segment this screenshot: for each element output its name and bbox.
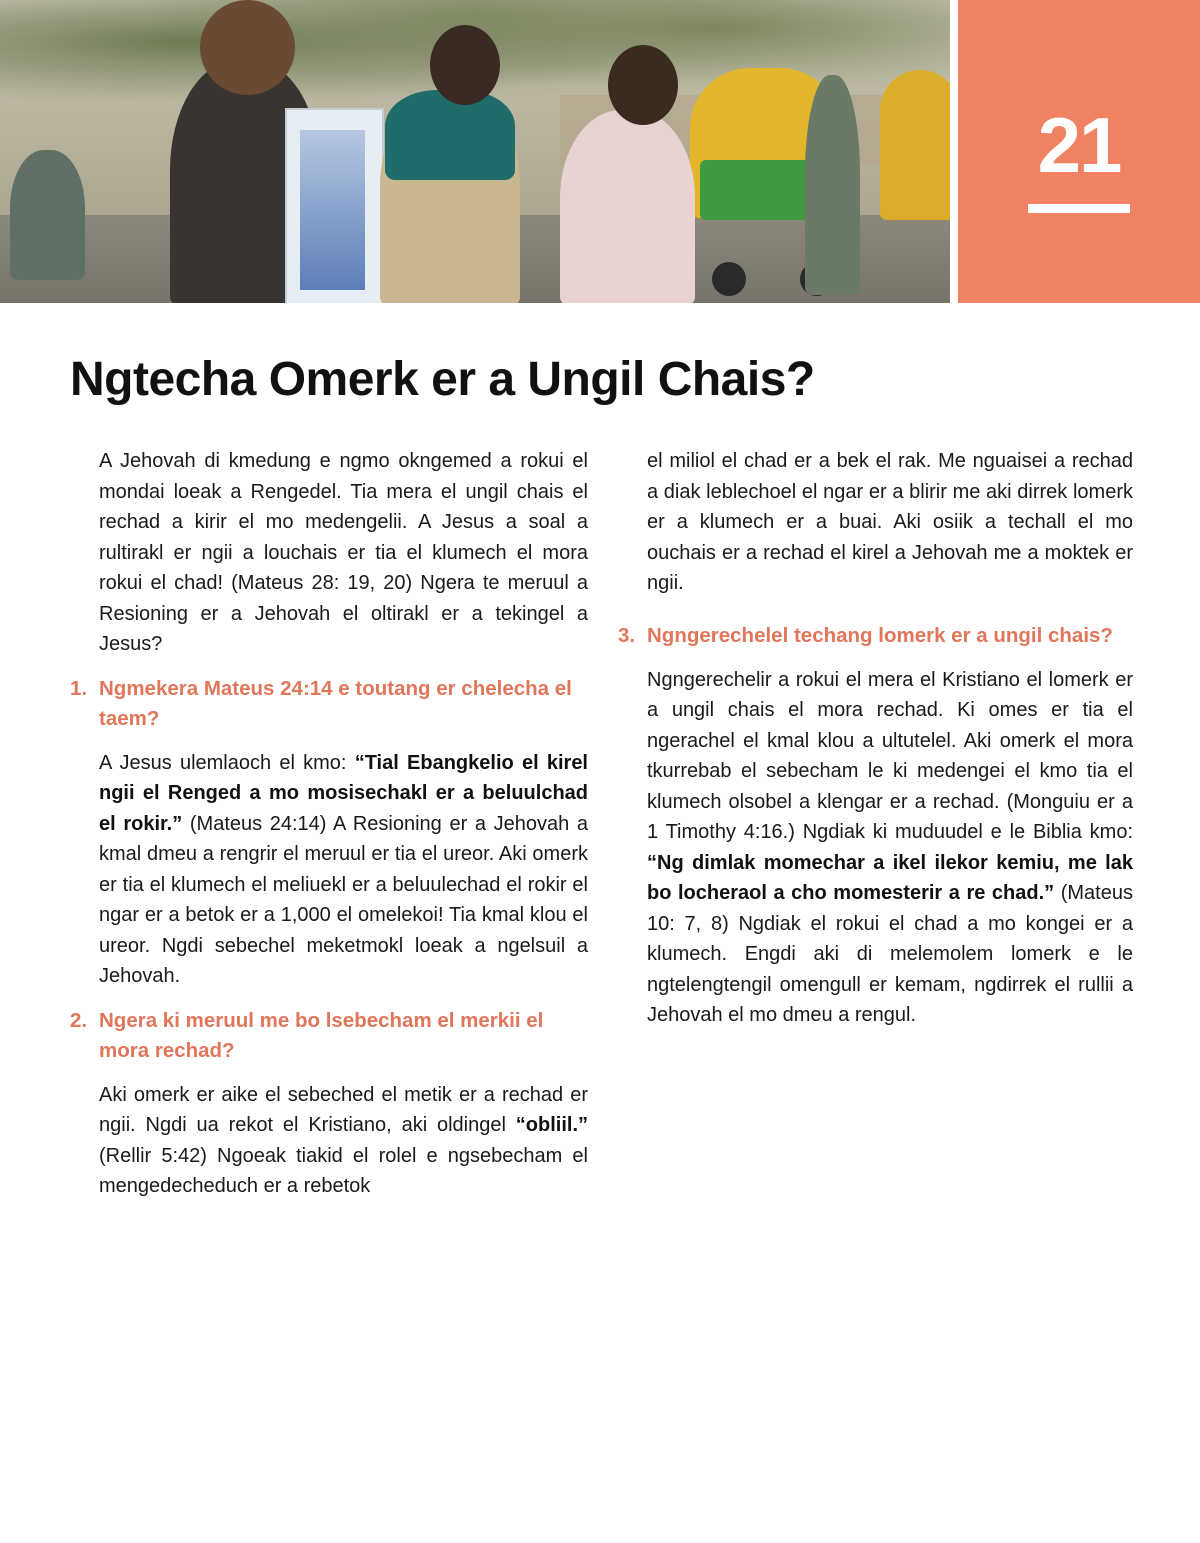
chapter-number: 21 xyxy=(1037,101,1121,189)
photo-wheel xyxy=(712,262,746,296)
text-run: A Jesus ulemlaoch el kmo: xyxy=(99,751,355,774)
answer-1 xyxy=(70,748,588,992)
scripture-quote: “Ng dimlak momechar a ikel ilekor kemiu, me lak bo locheraol a cho momesterir a re chad.” xyxy=(647,851,1133,904)
photo-rickshaw xyxy=(880,70,950,220)
left-column xyxy=(70,446,588,1202)
text-run: (Rellir 5:42) Ngoeak tiakid el rolel e ngsebecham el mengedecheduch er a rebetok xyxy=(99,1144,588,1197)
chapter-tab xyxy=(958,0,1200,303)
text-run: el miliol el chad er a bek el rak. Me nguaisei a rechad a diak leblechoel el ngar er a blirir me aki dirrek lomerk er a klumech er a buai. Aki osiik a techall el mo ouchais er a rechad el kirel a Jehovah me a moktek er ngii. xyxy=(647,450,1133,594)
text-run: Ngngerechelir a rokui el mera el Kristiano el lomerk er a ungil chais el mora rechad. Ki omes er tia el ngerachel el kmal klou a ultutelel. Aki omerk el mora tkurrebab el sebecham le ki medengei el kmo tia el klumech olsobel a klengar er a rechad. (Monguiu er a 1 Timothy 4:16.) Ngdiak ki muduudel e le Biblia kmo: xyxy=(647,668,1133,843)
photo-cart-poster xyxy=(300,130,365,290)
photo-head xyxy=(608,45,678,125)
scripture-quote: “Tial Ebangkelio el kirel ngii el Renged a mo mosisechakl er a beluulchad el rokir.” xyxy=(99,751,588,835)
header-photo xyxy=(0,0,950,303)
question-3: 3. Ngngerechelel techang lomerk er a ungil chais? xyxy=(618,623,1113,647)
text-run: (Mateus 24:14) A Resioning er a Jehovah a kmal dmeu a rengrir el meruul er tia el ureor. Aki omerk er tia el klumech el meliuekl er a beluulechad el rokir el ngar er a betok er a 1,000 el omelekoi! Tia kmal klou el ureor. Ngdi sebechel meketmokl loeak a ngelsuil a Jehovah. xyxy=(99,812,588,987)
scripture-quote: “obliil.” xyxy=(515,1114,588,1136)
answer-3 xyxy=(618,665,1133,1031)
text-run: Aki omerk er aike el sebeched el metik er a rechad er ngii. Ngdi ua rekot el Kristiano, aki oldingel xyxy=(99,1083,588,1136)
text-run: A Jehovah di kmedung e ngmo okngemed a rokui el mondai loeak a Rengedel. Tia mera el ungil chais el rechad a kirir el mo medengelii. A Jesus a soal a rultirakl er ngii a louchais er tia el klumech el mora rokui el chad! (Mateus 28: 19, 20) Ngera te meruul a Resioning er a Jehovah el oltirakl er a tekingel a Jesus? xyxy=(99,450,588,655)
photo-cyclist xyxy=(10,150,85,280)
photo-man-right xyxy=(560,110,695,303)
chapter-rule xyxy=(1028,204,1130,213)
question-2: 2. Ngera ki meruul me bo lsebecham el merkii el mora rechad? xyxy=(70,1008,544,1062)
photo-head xyxy=(430,25,500,105)
page-title: Ngtecha Omerk er a Ungil Chais? xyxy=(70,353,815,406)
answer-2 xyxy=(70,1080,588,1202)
text-run: (Mateus 10: 7, 8) Ngdiak el rokui el chad a mo kongei er a klumech. Engdi aki di melemolem lomerk e le ngtelengtengil omengull er kemam, ngdirrek el rullii a Jehovah el mo dmeu a rengul. xyxy=(647,882,1133,1026)
intro-paragraph xyxy=(70,446,588,660)
photo-head xyxy=(200,0,295,95)
photo-pedestrian xyxy=(805,75,860,295)
answer-2-continued xyxy=(618,446,1133,599)
question-1: 1. Ngmekera Mateus 24:14 e toutang er chelecha el taem? xyxy=(70,676,572,730)
right-column xyxy=(618,446,1133,1045)
photo-scarf xyxy=(385,90,515,180)
